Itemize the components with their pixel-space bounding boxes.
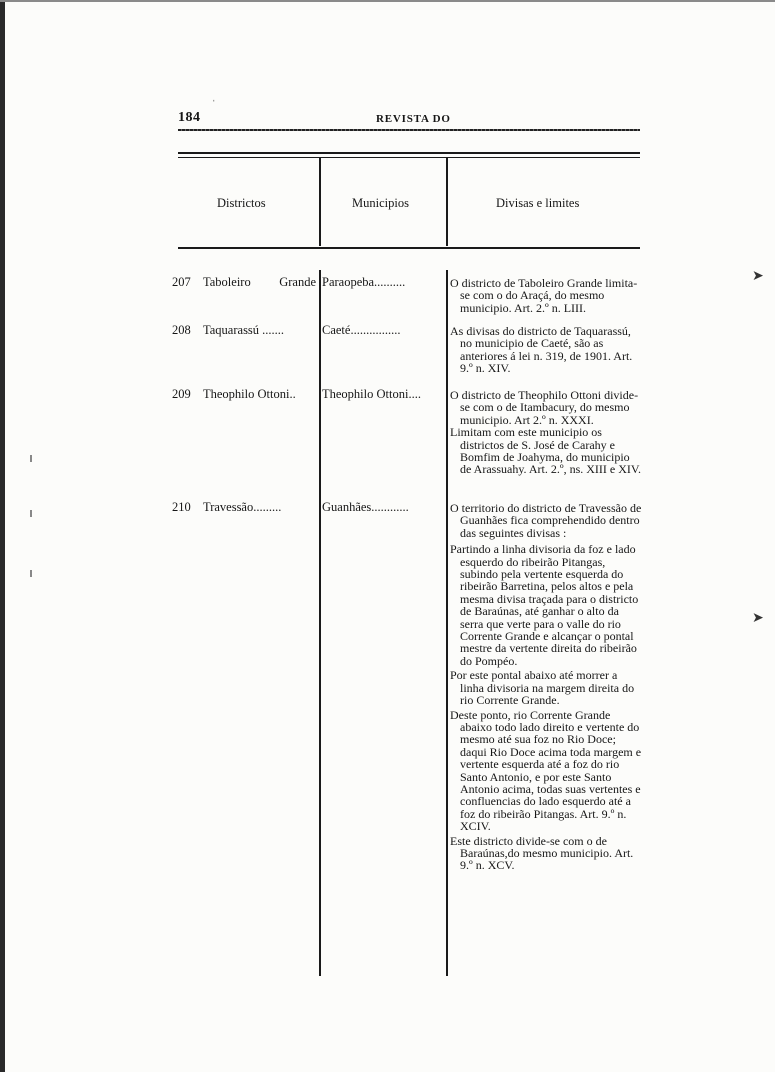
boundary-paragraph: Limitam com este municipio os districtos de S. José de Carahy e Bomfim de Joahyma, do municipio de Arassuahy. Art. 2.º, ns. XIII e XIV. [450,425,642,477]
boundary-paragraph: Este districto divide-se com o de Baraúnas,do mesmo municipio. Art. 9.º n. XCV. [450,833,634,873]
table-top-rule [178,152,640,154]
boundary-paragraph: Partindo a linha divisoria da foz e lado esquerdo do ribeirão Pitangas, subindo pela vertente esquerda do ribeirão Barretina, pelos altos e pela mesma divisa traçada para o districto de Baraúnas, até ganhar o alto da serra que verte para o valle do rio Corrente Grande e alcançar o pontal mestre da vertente direita do ribeirão do Pompéo. [450,542,639,668]
district-name: Travessão......... [203,500,282,514]
municipality-name: Theophilo Ottoni.... [322,387,421,401]
header-rule [178,129,640,131]
column-divider [319,270,321,976]
row-number: 209 [172,387,191,401]
page-edge [0,0,5,1072]
boundary-description [450,502,643,872]
boundary-paragraph: Por este pontal abaixo até morrer a linha divisoria na margem direita do rio Corrente Grande. [450,668,635,708]
boundary-paragraph: O territorio do districto de Travessão de Guanhães fica comprehendido dentro das seguintes divisas : [450,501,642,540]
district-name: Taquarassú ....... [203,323,285,337]
municipality-name: Caeté................ [322,323,401,337]
scan-speck [30,570,32,577]
boundary-paragraph: O districto de Theophilo Ottoni divide-se com o de Itambacury, do mesmo municipio. Art 2.º n. XXXI. [450,388,639,427]
scan-speck [30,510,32,517]
column-divider [446,158,448,246]
column-header-districtos: Districtos [217,196,266,210]
municipality-name: Paraopeba.......... [322,275,406,289]
boundary-paragraph: Deste ponto, rio Corrente Grande abaixo todo lado direito e vertente do mesmo até sua foz no Rio Doce; daqui Rio Doce acima toda margem e vertente esquerda até a foz do rio Santo Antonio, e por este Santo Antonio acima, todas suas vertentes e confluencias do lado esquerdo até a foz do ribeirão Pitangas. Art. 9.º n. XCIV. [450,707,642,834]
municipality-name: Guanhães............ [322,500,409,514]
district-name: Taboleiro Grande [203,275,316,289]
district-name: Theophilo Ottoni.. [203,387,296,401]
page-number: 184 [178,110,201,125]
boundary-paragraph: O districto de Taboleiro Grande limita-se com o do Araçá, do mesmo municipio. Art. 2.º n. LIII. [450,276,638,315]
scan-speck [30,455,32,462]
header-bottom-rule [178,247,640,249]
column-divider [446,270,448,976]
margin-arrow-icon: ➤ [752,611,764,626]
scan-top-edge [0,0,775,2]
boundary-description [450,325,643,375]
column-header-divisas: Divisas e limites [496,196,580,210]
row-number: 207 [172,275,191,289]
row-number: 208 [172,323,191,337]
ink-mark: ˈ [212,98,216,110]
row-number: 210 [172,500,191,514]
table-top-rule-thin [178,157,640,158]
boundary-paragraph: As divisas do districto de Taquarassú, no municipio de Caeté, são as anteriores á lei n. 319, de 1901. Art. 9.º n. XIV. [450,324,633,376]
running-title: REVISTA DO [376,113,451,125]
boundary-description [450,277,643,314]
column-header-municipios: Municipios [352,196,409,210]
margin-arrow-icon: ➤ [752,269,764,284]
boundary-description [450,389,643,476]
column-divider [319,158,321,246]
